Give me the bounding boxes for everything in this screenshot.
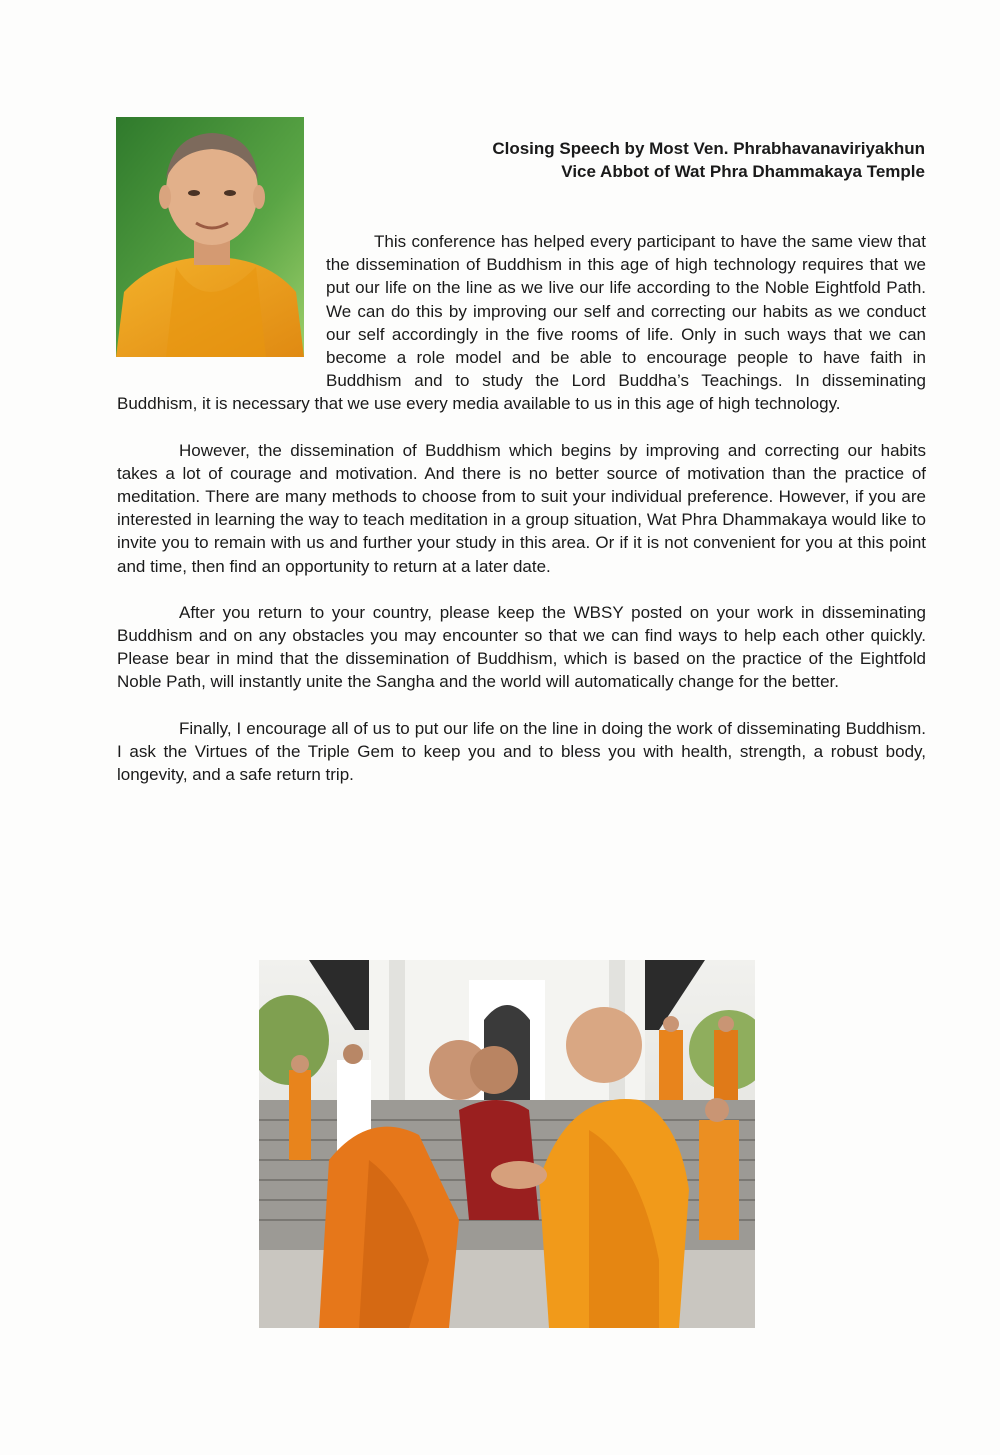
portrait-text-wrap-spacer bbox=[117, 230, 326, 392]
paragraph: This conference has helped every participant to have the same view that the dissemination of Buddhism in this age of high technology requires that we put our life on the line as we live our life according to the Noble Eightfold Path. We can do this by improving our self and correcting our habits as we conduct our self accordingly in the five rooms of life. Only in such ways that we can become a role model and be able to encourage people to have faith in Buddhism and to study the Lord Buddha’s Teachings. In disseminating Buddhism, it is necessary that we use every media available to us in this age of high technology. bbox=[117, 232, 926, 414]
speech-heading bbox=[405, 137, 925, 183]
speech-subtitle: Vice Abbot of Wat Phra Dhammakaya Temple bbox=[561, 162, 925, 181]
monks-greeting-illustration bbox=[259, 960, 755, 1328]
speech-title: Closing Speech by Most Ven. Phrabhavanaviriyakhun bbox=[492, 139, 925, 158]
speech-body bbox=[117, 230, 926, 809]
paragraph: However, the dissemination of Buddhism which begins by improving and correcting our habits takes a lot of courage and motivation. And there is no better source of motivation than the practice of meditation. There are many methods to choose from to suit your individual preference. However, if you are interested in learning the way to teach meditation in a group situation, Wat Phra Dhammakaya would like to invite you to remain with us and further your study in this area. Or if it is not convenient for you at this point and time, then find an opportunity to return at a later date. bbox=[117, 440, 926, 576]
paragraph: Finally, I encourage all of us to put our life on the line in doing the work of disseminating Buddhism. I ask the Virtues of the Triple Gem to keep you and to bless you with health, strength, a robust body, longevity, and a safe return trip. bbox=[117, 718, 926, 785]
paragraph: After you return to your country, please keep the WBSY posted on your work in disseminating Buddhism and on any obstacles you may encounter so that we can find ways to help each other quickly. Please bear in mind that the dissemination of Buddhism, which is based on the practice of the Eightfold Noble Path, will instantly unite the Sangha and the world will automatically change for the better. bbox=[117, 602, 926, 692]
monks-greeting-photo bbox=[259, 960, 755, 1328]
